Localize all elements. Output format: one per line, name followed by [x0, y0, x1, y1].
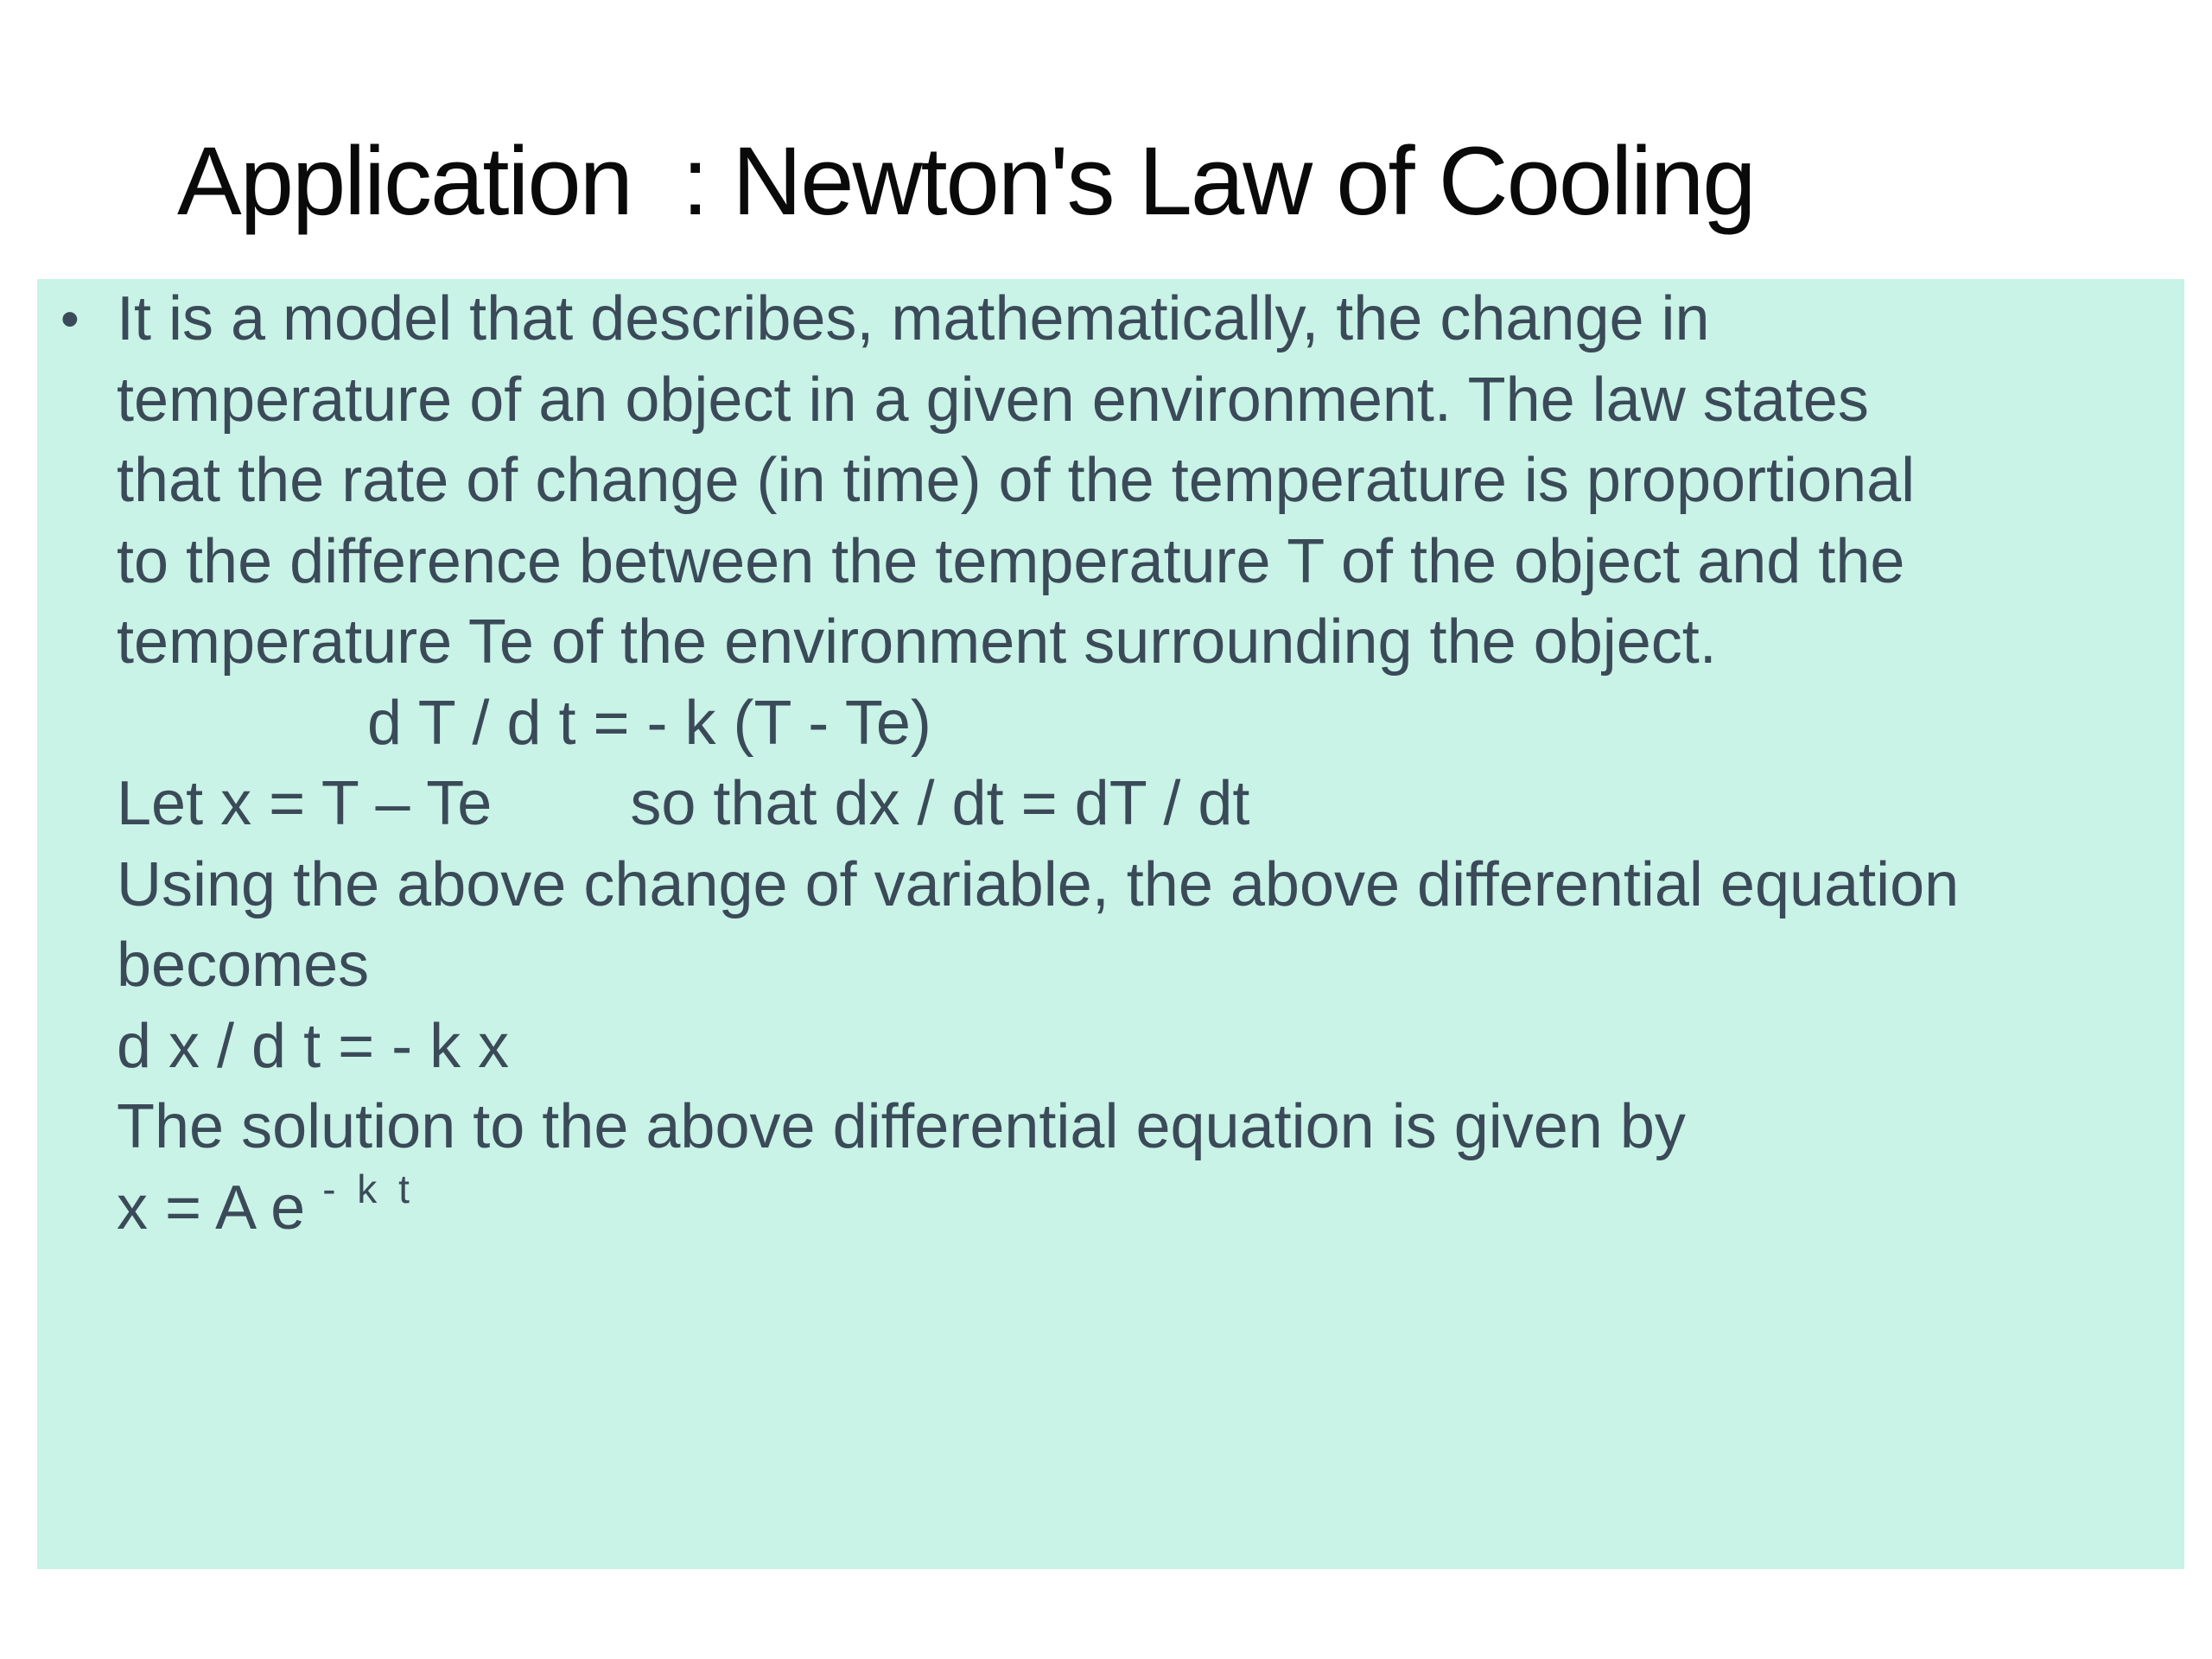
equation-cooling-law: d T / d t = - k (T - Te): [367, 688, 931, 758]
equation-transformed: d x / d t = - k x: [117, 1011, 510, 1081]
body-text: [117, 279, 2173, 1249]
text-line: becomes: [117, 931, 370, 1000]
text-line: temperature Te of the environment surrounding the object.: [117, 607, 1717, 677]
text-line: It is a model that describes, mathematically, the change in: [117, 284, 1710, 353]
solution-exponent: - k t: [322, 1166, 415, 1211]
content-box: [37, 279, 2184, 1569]
slide-title: Application : Newton's Law of Cooling: [177, 127, 1755, 235]
text-line: The solution to the above differential equation is given by: [117, 1092, 1686, 1161]
text-line: that the rate of change (in time) of the temperature is proportional: [117, 446, 1916, 515]
equation-solution: [117, 1168, 2173, 1249]
bullet-marker: •: [60, 289, 79, 349]
text-line: to the difference between the temperature T of the object and the: [117, 526, 1905, 596]
text-line: Using the above change of variable, the above differential equation: [117, 849, 1960, 919]
text-line: temperature of an object in a given environment. The law states: [117, 365, 1869, 435]
text-line-substitution: Let x = T – Te so that dx / dt = dT / dt: [117, 769, 1250, 838]
solution-base: x = A e: [117, 1173, 323, 1243]
